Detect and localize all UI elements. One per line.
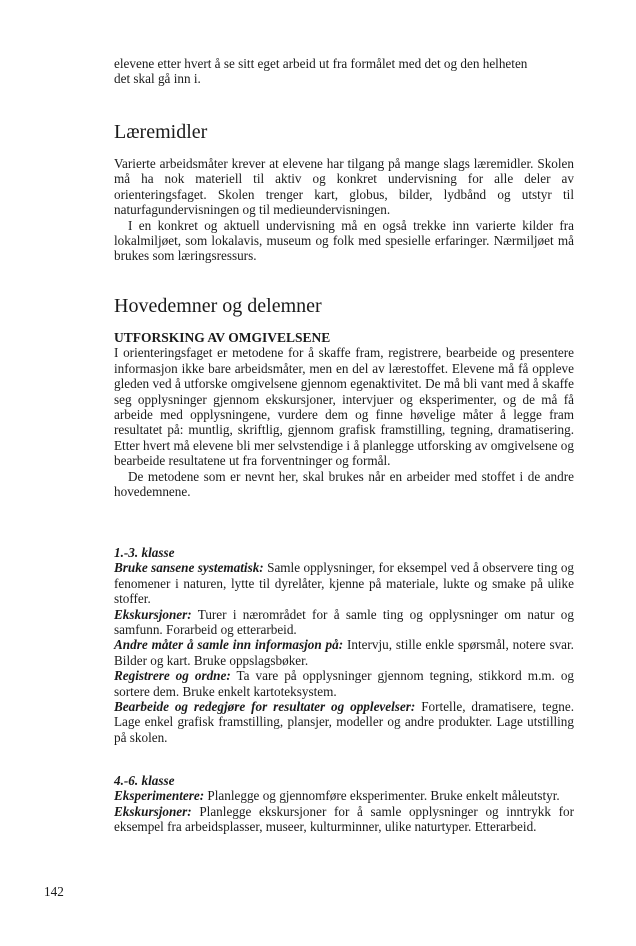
hovedemner-paragraph-2: De metodene som er nevnt her, skal brukes når en arbeider med stoffet i de andre hovedemnene. xyxy=(114,468,574,500)
subheading-utforsking: UTFORSKING AV OMGIVELSENE xyxy=(114,330,331,345)
section-laeremidler xyxy=(114,120,574,264)
grade-item xyxy=(114,607,574,638)
grade-item xyxy=(114,804,574,835)
intro-paragraph xyxy=(114,56,574,87)
item-text: Planlegge ekskursjoner for å samle opplysninger og inntrykk for eksempel fra arbeidsplasser, museer, kulturminner, ulike naturtyper. Etterarbeid. xyxy=(114,803,574,835)
grade-item xyxy=(114,668,574,699)
section-heading-laeremidler: Læremidler xyxy=(114,121,208,143)
item-text: Samle opplysninger, for eksempel ved å observere ting og fenomener i naturen, lytte til dyrelåter, kjenne på materiale, lukte og smake på ulike stoffer. xyxy=(114,560,575,607)
item-term: Andre måter å samle inn informasjon på: xyxy=(114,637,344,653)
hovedemner-paragraph-1: I orienteringsfaget er metodene for å skaffe fram, registrere, bearbeide og presentere informasjon ikke bare arbeidsmåter, men en del av lærestoffet. Elevene må få oppleve gleden ved å utforske omgivelsene gjennom egenaktivitet. De må bli vant med å skaffe seg opplysninger gjennom ekskursjoner, intervjuer og eksperimenter, og de må få arbeide med opplysningene, vurdere dem og finne høvelige måter å legge fram resultatet på: muntlig, skriftlig, gjennom grafisk framstilling, tegning, dramatisering. Etter hvert må elevene bli mer selvstendige i å planlegge utforsking av omgivelsene og bearbeide resultatene ut fra forventninger og formål. xyxy=(114,345,574,469)
item-term: Bruke sansene systematisk: xyxy=(114,560,264,576)
item-text: Intervju, stille enkle spørsmål, notere svar. Bilder og kart. Bruke oppslagsbøker. xyxy=(114,637,574,668)
page-number: 142 xyxy=(44,884,64,899)
section-hovedemner xyxy=(114,294,574,499)
item-term: Ekskursjoner: xyxy=(114,803,192,819)
laeremidler-paragraph-2: I en konkret og aktuell undervisning må en også trekke inn varierte kilder fra lokalmiljøet, som lokalavis, museum og folk med spesielle erfaringer. Nærmiljøet må brukes som læringsressurs. xyxy=(114,217,574,264)
grade-item xyxy=(114,788,574,803)
grade-label-4-6: 4.-6. klasse xyxy=(114,773,175,788)
item-text: Turer i nærområdet for å samle ting og opplysninger om natur og samfunn. Forarbeid og etterarbeid. xyxy=(114,606,574,638)
grade-item xyxy=(114,560,574,606)
item-term: Bearbeide og redegjøre for resultater og opplevelser: xyxy=(114,699,416,715)
grade-item xyxy=(114,699,574,745)
item-term: Registrere og ordne: xyxy=(114,668,231,684)
grade-label-1-3: 1.-3. klasse xyxy=(114,545,175,560)
grade-section-1-3 xyxy=(114,545,574,745)
item-text: Fortelle, dramatisere, tegne. Lage enkel grafisk framstilling, plansjer, modeller og andre produkter. Lage utstilling på skolen. xyxy=(114,699,574,745)
item-text: Planlegge og gjennomføre eksperimenter. Bruke enkelt måleutstyr. xyxy=(204,788,560,804)
section-heading-hovedemner: Hovedemner og delemner xyxy=(114,295,322,317)
item-text: Ta vare på opplysninger gjennom tegning, stikkord m.m. og sortere dem. Bruke enkelt kartoteksystem. xyxy=(114,668,575,699)
item-term: Ekskursjoner: xyxy=(114,606,192,622)
laeremidler-paragraph-1: Varierte arbeidsmåter krever at elevene har tilgang på mange slags læremidler. Skolen må ha nok materiell til aktiv og konkret undervisning for alle deler av orienteringsfaget. Skolen trenger kart, globus, bilder, lydbånd og utstyr til naturfagundervisningen og til medieundervisningen. xyxy=(114,156,574,218)
intro-line-2: det skal gå inn i. xyxy=(114,71,201,87)
grade-section-4-6 xyxy=(114,773,574,835)
grade-item xyxy=(114,637,574,668)
intro-line-1: elevene etter hvert å se sitt eget arbeid ut fra formålet med det og den helheten xyxy=(114,56,528,71)
item-term: Eksperimentere: xyxy=(114,788,205,804)
